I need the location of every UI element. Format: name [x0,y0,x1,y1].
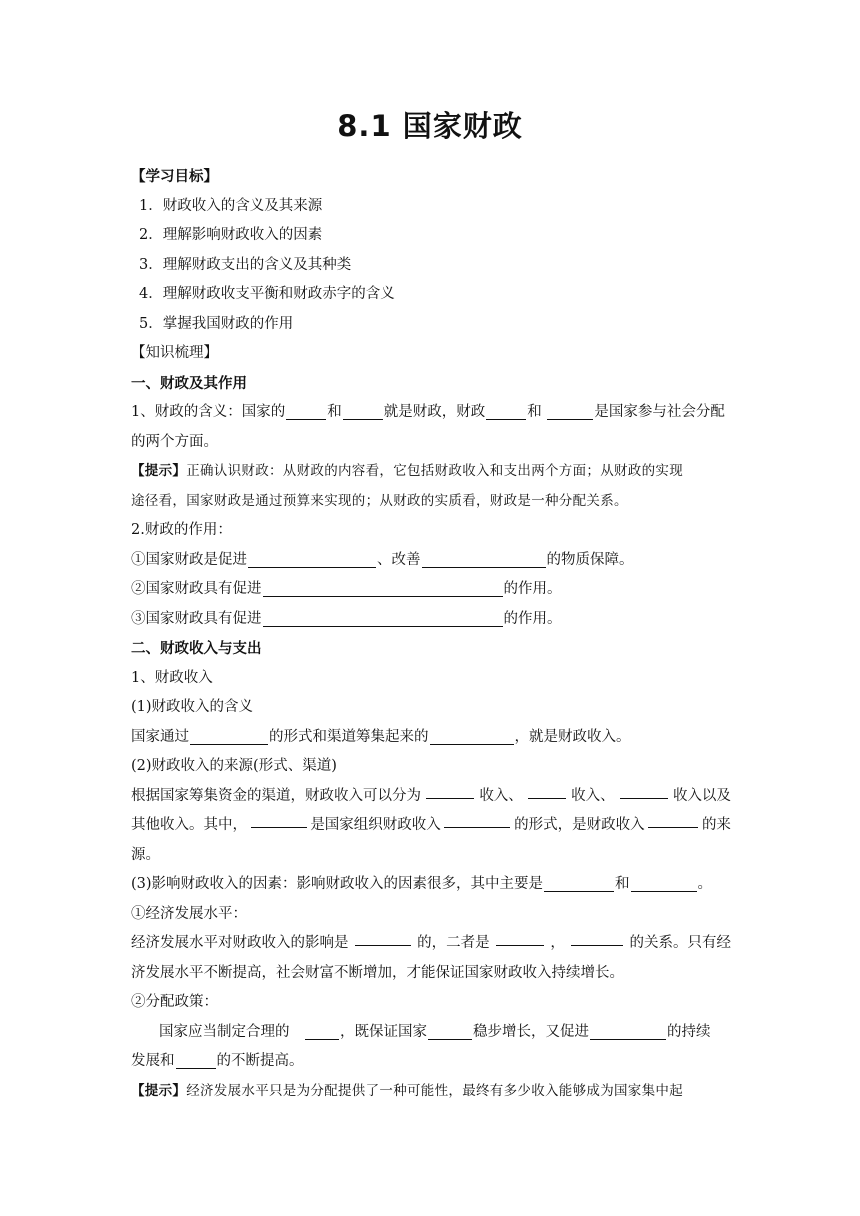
text: 的关系。只有经 [629,935,731,951]
paragraph-line [131,546,731,576]
text: 的持续 [667,1023,711,1040]
blank[interactable] [528,782,566,799]
paragraph-line [131,398,731,428]
text: ③国家财政具有促进 [131,610,262,627]
hint-line [131,1077,731,1107]
text: ， [550,935,565,951]
text: 国家通过 [131,728,189,745]
text: 其他收入。其中， [131,817,247,833]
goal-item: 3．理解财政支出的含义及其种类 [139,256,352,273]
paragraph-line [131,929,731,959]
hint-label: 【提示】 [131,1082,187,1099]
blank[interactable] [422,551,546,568]
blank[interactable] [631,875,697,892]
goal-item: 1．财政收入的含义及其来源 [139,197,323,214]
blank[interactable] [355,929,411,946]
section-heading: 二、财政收入与支出 [131,640,262,657]
hint-text: 经济发展水平只是为分配提供了一种可能性，最终有多少收入能够成为国家集中起 [186,1082,684,1099]
paragraph-line [131,811,731,841]
paragraph-line [131,575,731,605]
text: 根据国家筹集资金的渠道，财政收入可以分为 [131,787,421,804]
blank[interactable] [263,580,503,597]
paragraph-line [131,1047,731,1077]
subheading: (2)财政收入的来源(形式、渠道) [131,758,337,774]
goal-item: 4．理解财政收支平衡和财政赤字的含义 [139,286,395,302]
subheading: ②分配政策： [131,994,218,1010]
text: (3)影响财政收入的因素：影响财政收入的因素很多，其中主要是 [131,876,544,892]
paragraph-line [131,723,731,753]
paragraph-line: 源。 [131,846,160,863]
page-title: 8.1 国家财政 [337,109,523,143]
paragraph-line [131,870,731,900]
text: ②国家财政具有促进 [131,581,262,597]
text: 收入、 [479,787,523,804]
blank[interactable] [620,782,668,799]
blank[interactable] [486,403,526,420]
blank[interactable] [248,551,376,568]
text: ，既保证国家 [340,1023,427,1040]
text: 收入以及 [672,787,731,804]
text: ，就是财政收入。 [514,728,631,745]
text: 发展和 [131,1053,175,1069]
text: 的形式，是财政收入 [514,817,645,833]
text: 1、财政的含义：国家的 [131,404,286,420]
text: 的作用。 [503,581,562,597]
text: 的，二者是 [417,935,490,951]
paragraph-line [131,1018,731,1048]
blank[interactable] [263,610,503,627]
goal-item: 5．掌握我国财政的作用 [139,315,294,332]
blank[interactable] [547,403,593,420]
text: ①国家财政是促进 [131,551,247,568]
text: 收入、 [571,787,615,804]
blank[interactable] [305,1023,339,1040]
blank[interactable] [571,929,623,946]
blank[interactable] [190,728,268,745]
hint-line: 途径看，国家财政是通过预算来实现的；从财政的实质看，财政是一种分配关系。 [131,492,628,509]
blank[interactable] [251,811,307,828]
subheading: ①经济发展水平： [131,905,247,922]
text: 。 [697,876,713,892]
blank[interactable] [426,782,474,799]
text: 和 [327,404,342,420]
learning-goals-heading: 【学习目标】 [131,168,218,185]
paragraph-line [131,782,731,812]
text: 的物质保障。 [546,551,634,568]
blank[interactable] [286,403,326,420]
goal-item: 2．理解影响财政收入的因素 [139,227,323,243]
document-body [131,162,731,1106]
text: 的作用。 [503,610,562,627]
blank[interactable] [648,811,698,828]
blank[interactable] [544,875,614,892]
text: 、改善 [377,551,421,568]
section-heading: 一、财政及其作用 [131,374,247,392]
blank[interactable] [590,1023,666,1040]
text: 的形式和渠道筹集起来的 [269,728,429,745]
text: 的来 [701,817,731,833]
hint-text: 正确认识财政：从财政的内容看，它包括财政收入和支出两个方面；从财政的实现 [186,463,684,479]
paragraph-line [131,605,731,635]
blank[interactable] [428,1023,472,1040]
blank[interactable] [430,728,514,745]
text: 稳步增长，又促进 [473,1023,589,1040]
blank[interactable] [343,403,383,420]
knowledge-heading: 【知识梳理】 [131,345,218,361]
text: 和 [615,876,630,892]
text: 国家应当制定合理的 [159,1023,304,1040]
subheading: 2.财政的作用： [131,522,232,538]
text: 是国家组织财政收入 [310,817,441,833]
hint-label: 【提示】 [131,463,187,479]
paragraph-line: 济发展水平不断提高，社会财富不断增加，才能保证国家财政收入持续增长。 [131,964,624,981]
text: 经济发展水平对财政收入的影响是 [131,935,349,951]
text: 和 [527,404,547,420]
paragraph-line: 的两个方面。 [131,433,218,450]
text: 是国家参与社会分配 [594,404,725,420]
blank[interactable] [496,929,544,946]
hint-line [131,457,731,487]
text: 就是财政，财政 [383,404,486,420]
text: 的不断提高。 [216,1053,304,1069]
blank[interactable] [444,811,510,828]
subheading: 1、财政收入 [131,669,213,686]
subheading: (1)财政收入的含义 [131,699,254,715]
blank[interactable] [176,1052,216,1069]
